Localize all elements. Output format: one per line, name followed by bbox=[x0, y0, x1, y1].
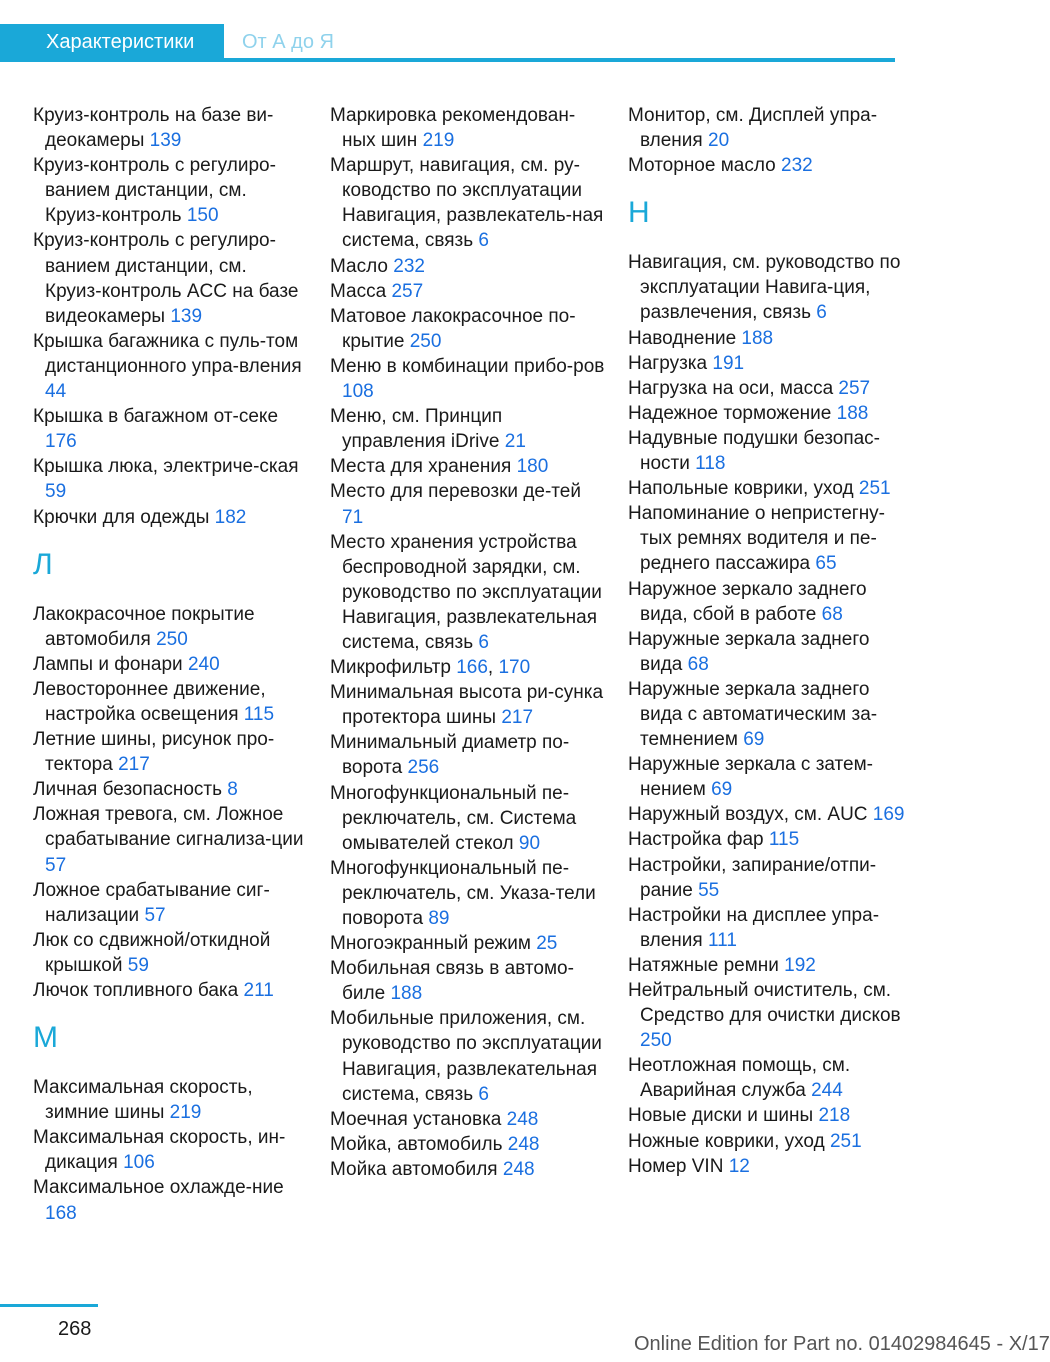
tab-characteristics-label: Характеристики bbox=[46, 31, 195, 53]
index-entry-text: Наводнение bbox=[628, 327, 737, 349]
index-entry-text: Летние шины, рисунок про-тектора bbox=[33, 729, 275, 776]
index-entry bbox=[33, 928, 308, 978]
index-entry-text: Наружный воздух, см. AUC bbox=[628, 804, 868, 826]
index-entry bbox=[628, 903, 908, 953]
index-entry bbox=[33, 404, 308, 454]
index-entry-text: Нагрузка на оси, масса bbox=[628, 377, 834, 399]
index-column-1 bbox=[33, 103, 308, 1226]
index-entry-text: Мобильная связь в автомо-биле bbox=[330, 958, 574, 1005]
index-entry bbox=[33, 802, 308, 877]
index-entry bbox=[628, 426, 908, 476]
index-entry-text: Мойка автомобиля bbox=[330, 1158, 498, 1180]
page-reference-link[interactable]: 244 bbox=[811, 1080, 843, 1102]
index-entry-text: Настройка фар bbox=[628, 829, 764, 851]
index-entry-text: Люк со сдвижной/откидной крышкой bbox=[33, 929, 271, 976]
tab-a-to-z[interactable]: От А до Я bbox=[242, 31, 334, 53]
page-reference-link[interactable]: 59 bbox=[127, 954, 149, 976]
page-reference-link[interactable]: 139 bbox=[170, 305, 203, 327]
index-entry-text: Многофункциональный пе-реключатель, см. Указа-тели поворота bbox=[330, 857, 596, 929]
page-reference-link[interactable]: 250 bbox=[409, 330, 442, 352]
index-entry-text: Новые диски и шины bbox=[628, 1105, 814, 1127]
index-entry bbox=[33, 1125, 308, 1175]
index-entry-text: Навигация, см. руководство по эксплуатации Навига-ция, развлечения, связь bbox=[628, 252, 901, 324]
index-entry-text: Маркировка рекомендован-ных шин bbox=[330, 105, 576, 152]
index-entry bbox=[330, 404, 605, 454]
index-entry bbox=[33, 153, 308, 228]
index-entry-text: Лампы и фонари bbox=[33, 653, 183, 675]
index-entry bbox=[330, 454, 605, 479]
page-reference-link[interactable]: 20 bbox=[708, 130, 730, 152]
page-reference-link[interactable]: 111 bbox=[708, 929, 737, 951]
index-entry bbox=[628, 153, 908, 178]
page-reference-link[interactable]: 57 bbox=[144, 904, 166, 926]
index-entry bbox=[330, 103, 605, 153]
index-entry-text: Максимальная скорость, зимние шины bbox=[33, 1077, 253, 1124]
page-reference-link[interactable]: 139 bbox=[149, 130, 182, 152]
page-reference-link[interactable]: 240 bbox=[187, 653, 220, 675]
index-entry bbox=[33, 505, 308, 530]
page-reference-link[interactable]: 188 bbox=[741, 327, 774, 349]
page-number: 268 bbox=[58, 1318, 92, 1340]
index-entry-text: Многофункциональный пе-реключатель, см. Система омывателей стекол bbox=[330, 782, 577, 854]
page-reference-link[interactable]: 6 bbox=[478, 230, 489, 252]
page-reference-link[interactable]: 6 bbox=[478, 631, 489, 653]
index-entry-text: Напоминание о непристегну-тых ремнях водителя и пе-реднего пассажира bbox=[628, 503, 886, 575]
page-reference-link[interactable]: 217 bbox=[501, 707, 534, 729]
header-bar bbox=[0, 24, 895, 62]
index-entry-text: Моторное масло bbox=[628, 155, 776, 177]
index-entry-text: Лючок топливного бака bbox=[33, 980, 239, 1001]
index-entry bbox=[33, 878, 308, 928]
page-reference-link[interactable]: 89 bbox=[428, 908, 450, 929]
page-reference-link[interactable]: 232 bbox=[393, 255, 425, 277]
index-entry bbox=[628, 250, 908, 325]
page-reference-link[interactable]: 256 bbox=[407, 757, 440, 779]
index-entry bbox=[628, 752, 908, 802]
index-entry-text: Многоэкранный режим bbox=[330, 933, 531, 955]
index-entry bbox=[33, 228, 308, 328]
index-entry bbox=[628, 351, 908, 376]
page-reference-link[interactable]: 219 bbox=[169, 1102, 202, 1124]
page-reference-link[interactable]: 25 bbox=[536, 933, 558, 955]
index-entry bbox=[330, 153, 605, 253]
page-reference-link[interactable]: 191 bbox=[712, 352, 745, 374]
index-entry bbox=[628, 501, 908, 576]
page-reference-link[interactable]: 168 bbox=[45, 1202, 77, 1224]
page-reference-link[interactable]: 188 bbox=[836, 402, 869, 424]
index-entry-text: Моечная установка bbox=[330, 1108, 502, 1130]
index-entry bbox=[628, 1103, 908, 1128]
index-entry-text: Микрофильтр bbox=[330, 657, 451, 679]
page-reference-link[interactable]: 150 bbox=[186, 205, 219, 227]
page-reference-link[interactable]: 68 bbox=[821, 603, 843, 625]
page-reference-link[interactable]: 55 bbox=[698, 879, 720, 901]
page-reference-link[interactable]: 68 bbox=[687, 653, 709, 675]
page-reference-link[interactable]: 44 bbox=[45, 381, 67, 403]
index-entry-text: Настройки на дисплее упра-вления bbox=[628, 904, 880, 951]
page-reference-link[interactable]: 6 bbox=[478, 1083, 489, 1105]
index-entry bbox=[33, 329, 308, 404]
page-reference-link[interactable]: 169 bbox=[872, 804, 905, 826]
index-column-2 bbox=[330, 103, 605, 1182]
index-entry-text: Меню в комбинации прибо-ров bbox=[330, 355, 605, 377]
page-reference-link[interactable]: 21 bbox=[504, 431, 526, 453]
index-entry-text: Номер VIN bbox=[628, 1155, 724, 1177]
index-entry bbox=[628, 627, 908, 677]
index-entry bbox=[628, 1154, 908, 1179]
index-entry-text: Крышка люка, электриче-ская bbox=[33, 456, 299, 478]
index-entry bbox=[330, 1132, 605, 1157]
index-entry bbox=[628, 827, 908, 852]
edition-note: Online Edition for Part no. 01402984645 - X/17 bbox=[634, 1333, 1050, 1355]
tab-characteristics[interactable] bbox=[0, 24, 224, 62]
index-entry bbox=[628, 978, 908, 1053]
page-reference-link[interactable]: 217 bbox=[118, 754, 150, 776]
index-entry bbox=[628, 401, 908, 426]
index-entry-text: Места для хранения bbox=[330, 456, 512, 478]
index-entry bbox=[628, 1053, 908, 1103]
index-entry-text: Максимальное охлажде-ние bbox=[33, 1177, 284, 1199]
index-entry-text: Масса bbox=[330, 280, 387, 302]
page-reference-link[interactable]: 57 bbox=[45, 854, 67, 876]
index-entry bbox=[33, 777, 308, 802]
index-entry-text: Круиз-контроль с регулиро-ванием дистанции, см. Круиз-контроль bbox=[33, 155, 276, 227]
index-entry-text: Матовое лакокрасочное по-крытие bbox=[330, 305, 576, 352]
page-reference-link[interactable]: 257 bbox=[391, 280, 424, 302]
page-reference-link[interactable]: 59 bbox=[45, 481, 67, 503]
index-entry bbox=[330, 279, 605, 304]
page-reference-link[interactable]: 251 bbox=[858, 478, 891, 500]
index-entry-text: Минимальная высота ри-сунка протектора шины bbox=[330, 682, 604, 729]
index-entry-text: Личная безопасность bbox=[33, 779, 223, 801]
index-column-3 bbox=[628, 103, 908, 1179]
index-entry-text: Место для перевозки де-тей bbox=[330, 481, 581, 503]
index-entry bbox=[330, 781, 605, 856]
index-entry bbox=[628, 326, 908, 351]
page-reference-link[interactable]: 248 bbox=[507, 1133, 540, 1155]
index-entry bbox=[628, 577, 908, 627]
index-entry-text: Лакокрасочное покрытие автомобиля bbox=[33, 603, 255, 650]
index-entry-text: Ножные коврики, уход bbox=[628, 1130, 825, 1152]
index-entry bbox=[33, 602, 308, 652]
page-reference-link[interactable]: 170 bbox=[498, 657, 531, 679]
page-reference-link[interactable]: 218 bbox=[818, 1105, 851, 1127]
page-reference-link[interactable]: 250 bbox=[640, 1030, 672, 1052]
index-entry-text: Нейтральный очиститель, см. Средство для очистки дисков bbox=[628, 980, 901, 1027]
page-reference-link[interactable]: 257 bbox=[838, 377, 871, 399]
page-reference-link[interactable]: 192 bbox=[784, 954, 816, 976]
index-entry-text: Левостороннее движение, настройка освещения bbox=[33, 678, 266, 725]
page-reference-link[interactable]: 250 bbox=[156, 628, 188, 650]
page-reference-link[interactable]: 115 bbox=[243, 703, 275, 725]
index-entry bbox=[330, 931, 605, 956]
page-reference-link[interactable]: 219 bbox=[422, 130, 455, 152]
index-entry bbox=[330, 1006, 605, 1106]
index-entry bbox=[33, 978, 308, 1003]
index-entry-text: Надежное торможение bbox=[628, 402, 832, 424]
index-entry bbox=[330, 479, 605, 529]
index-entry-text: Маршрут, навигация, см. ру-ководство по эксплуатации Навигация, развлекатель-ная система, связь bbox=[330, 155, 604, 252]
page-reference-link[interactable]: 6 bbox=[816, 302, 827, 324]
index-entry bbox=[33, 1175, 308, 1225]
index-entry bbox=[628, 802, 908, 827]
index-entry-text: Монитор, см. Дисплей упра-вления bbox=[628, 105, 878, 152]
index-entry-text: Место хранения устройства беспроводной зарядки, см. руководство по эксплуатации Навигация, развлекательная система, связь bbox=[330, 531, 602, 653]
index-entry-text: Мойка, автомобиль bbox=[330, 1133, 503, 1155]
page-reference-link[interactable]: 251 bbox=[829, 1130, 862, 1152]
index-entry bbox=[33, 727, 308, 777]
index-entry bbox=[330, 856, 605, 931]
index-entry-text: Натяжные ремни bbox=[628, 954, 779, 976]
index-entry-text: Круиз-контроль на базе ви-деокамеры bbox=[33, 105, 274, 152]
page-reference-link[interactable]: 182 bbox=[214, 506, 247, 528]
index-entry bbox=[330, 354, 605, 404]
index-entry-text: Ложная тревога, см. Ложное срабатывание сигнализа-ции bbox=[33, 804, 304, 851]
page-reference-link[interactable]: 8 bbox=[227, 779, 238, 801]
page-reference-link[interactable]: 248 bbox=[506, 1108, 539, 1130]
page-reference-link[interactable]: 69 bbox=[743, 729, 765, 751]
index-entry-text: Наружные зеркала с затем-нением bbox=[628, 754, 874, 801]
page-reference-link[interactable]: 65 bbox=[815, 553, 837, 575]
index-entry-text: Наружное зеркало заднего вида, сбой в работе bbox=[628, 578, 867, 625]
page-reference-link[interactable]: 118 bbox=[695, 453, 726, 475]
page-reference-link[interactable]: 180 bbox=[516, 456, 549, 478]
index-entry-text: Минимальный диаметр по-ворота bbox=[330, 732, 570, 779]
index-entry bbox=[330, 304, 605, 354]
index-entry bbox=[33, 1075, 308, 1125]
index-entry-text: Масло bbox=[330, 255, 388, 277]
page-reference-link[interactable]: 232 bbox=[781, 155, 813, 177]
index-entry bbox=[33, 454, 308, 504]
index-entry bbox=[628, 103, 908, 153]
index-entry bbox=[330, 530, 605, 655]
page-reference-link[interactable]: 176 bbox=[45, 431, 77, 453]
page-reference-link[interactable]: 248 bbox=[502, 1158, 535, 1180]
index-entry-text: Наружные зеркала заднего вида bbox=[628, 628, 870, 675]
section-letter: М bbox=[33, 1021, 58, 1055]
index-entry bbox=[330, 956, 605, 1006]
index-entry bbox=[330, 1107, 605, 1132]
index-entry bbox=[33, 677, 308, 727]
index-entry bbox=[33, 103, 308, 153]
index-entry-text: Настройки, запирание/отпи-рание bbox=[628, 854, 877, 901]
page-reference-link[interactable]: 106 bbox=[123, 1152, 155, 1174]
index-entry bbox=[330, 730, 605, 780]
index-entry bbox=[628, 853, 908, 903]
index-entry-text: Неотложная помощь, см. Аварийная служба bbox=[628, 1055, 851, 1102]
index-entry bbox=[330, 254, 605, 279]
page-reference-link[interactable]: 115 bbox=[768, 829, 800, 851]
index-entry-text: Максимальная скорость, ин-дикация bbox=[33, 1127, 286, 1174]
index-entry-text: Мобильные приложения, см. руководство по эксплуатации Навигация, развлекательная система, связь bbox=[330, 1008, 602, 1105]
page-reference-link[interactable]: 71 bbox=[342, 506, 364, 528]
index-entry-text: Надувные подушки безопас-ности bbox=[628, 427, 881, 475]
page-reference-link[interactable]: 12 bbox=[728, 1155, 750, 1177]
page-reference-link[interactable]: 69 bbox=[711, 779, 733, 801]
header-divider bbox=[0, 58, 895, 62]
index-entry-text: Крышка в багажном от-секе bbox=[33, 406, 279, 428]
page-reference-link[interactable]: 211 bbox=[243, 980, 274, 1001]
index-entry: Микрофильтр 166, 170 bbox=[330, 657, 531, 679]
index-entry-text: Круиз-контроль с регулиро-ванием дистанции, см. Круиз-контроль ACC на базе видеокамеры bbox=[33, 230, 299, 327]
page-reference-link[interactable]: 166 bbox=[456, 657, 488, 679]
index-entry bbox=[330, 1157, 605, 1182]
index-entry-text: Крючки для одежды bbox=[33, 506, 210, 528]
page-reference-link[interactable]: 108 bbox=[342, 381, 374, 403]
index-entry bbox=[330, 680, 605, 730]
index-entry bbox=[628, 1129, 908, 1154]
index-entry bbox=[628, 376, 908, 401]
page-reference-link[interactable]: 188 bbox=[390, 983, 423, 1005]
footer-divider bbox=[0, 1304, 98, 1307]
section-letter: Н bbox=[628, 196, 650, 230]
index-entry bbox=[33, 652, 308, 677]
index-entry-text: Крышка багажника с пуль-том дистанционного упра-вления bbox=[33, 330, 302, 377]
index-entry-text: Нагрузка bbox=[628, 352, 708, 374]
section-letter: Л bbox=[33, 547, 53, 581]
index-entry bbox=[628, 476, 908, 501]
index-entry-text: Напольные коврики, уход bbox=[628, 478, 854, 500]
index-entry bbox=[628, 953, 908, 978]
index-entry-text: Меню, см. Принцип управления iDrive bbox=[330, 406, 503, 453]
index-entry-text: Наружные зеркала заднего вида с автоматическим за-темнением bbox=[628, 678, 878, 751]
index-entry bbox=[628, 677, 908, 752]
index-entry-text: Ложное срабатывание сиг-нализации bbox=[33, 879, 270, 926]
page-reference-link[interactable]: 90 bbox=[518, 832, 541, 854]
